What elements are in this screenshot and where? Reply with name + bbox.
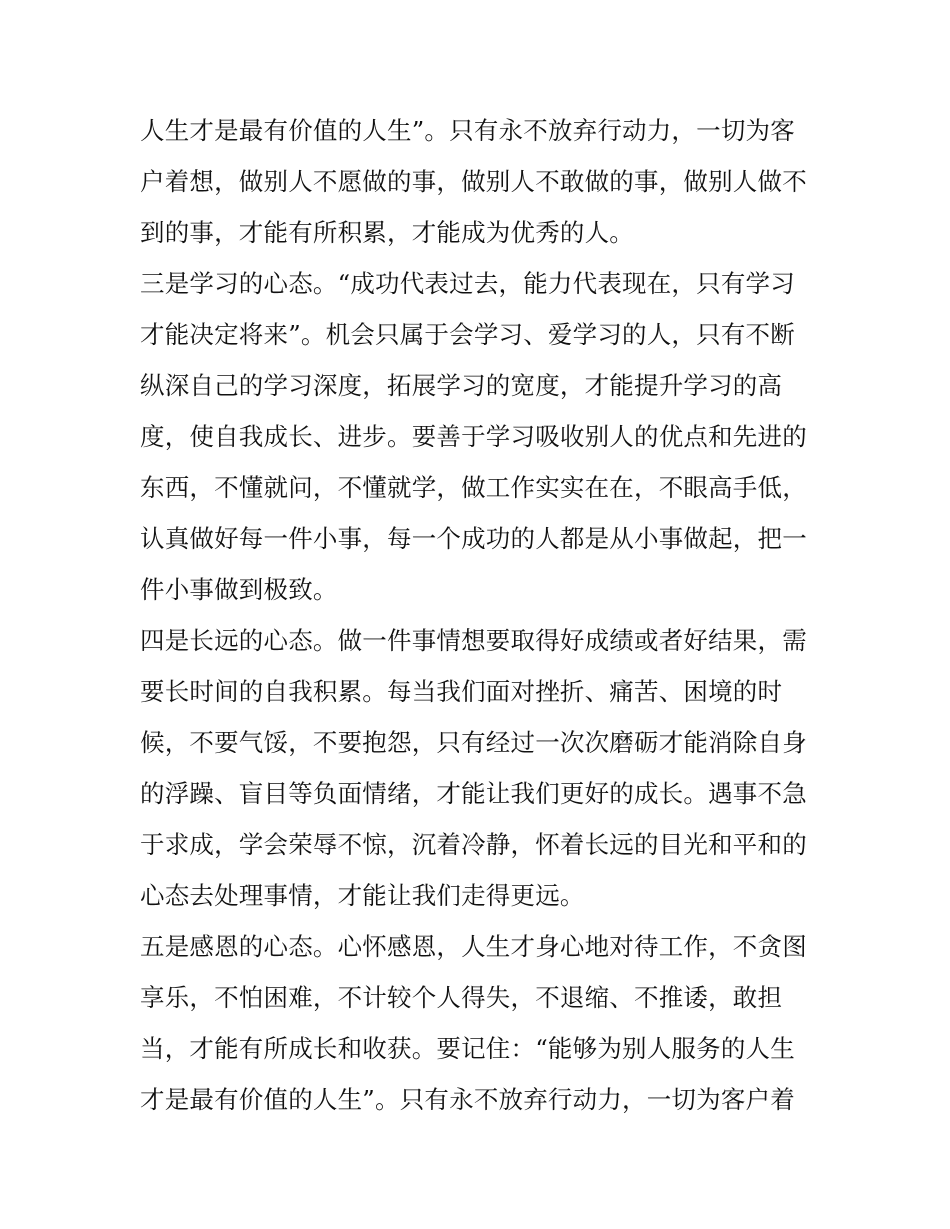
text-line: 才是最有价值的人生”。只有永不放弃行动力，一切为客户着	[140, 1085, 795, 1114]
text-line: 到的事，才能有所积累，才能成为优秀的人。	[140, 218, 634, 247]
text-line: 件小事做到极致。	[140, 575, 338, 604]
text-line: 于求成，学会荣辱不惊，沉着冷静，怀着长远的目光和平和的	[140, 830, 807, 859]
text-line: 东西，不懂就问，不懂就学，做工作实实在在，不眼高手低，	[140, 473, 807, 502]
text-line: 纵深自己的学习深度，拓展学习的宽度，才能提升学习的高	[140, 371, 783, 400]
text-line: 才能决定将来”。机会只属于会学习、爱学习的人，只有不断	[140, 320, 795, 349]
text-line: 要长时间的自我积累。每当我们面对挫折、痛苦、困境的时	[140, 677, 783, 706]
text-line: 户着想，做别人不愿做的事，做别人不敢做的事，做别人做不	[140, 167, 807, 196]
text-line: 人生才是最有价值的人生”。只有永不放弃行动力，一切为客	[140, 116, 795, 145]
text-line: 认真做好每一件小事，每一个成功的人都是从小事做起，把一	[140, 524, 807, 553]
text-line: 四是长远的心态。做一件事情想要取得好成绩或者好结果，需	[140, 626, 807, 655]
text-line: 享乐，不怕困难，不计较个人得失，不退缩、不推诿，敢担	[140, 983, 783, 1012]
text-line: 五是感恩的心态。心怀感恩，人生才身心地对待工作，不贪图	[140, 932, 807, 961]
body-text	[140, 105, 820, 1125]
text-line: 三是学习的心态。“成功代表过去，能力代表现在，只有学习	[140, 269, 795, 298]
text-line: 候，不要气馁，不要抱怨，只有经过一次次磨砺才能消除自身	[140, 728, 807, 757]
text-line: 度，使自我成长、进步。要善于学习吸收别人的优点和先进的	[140, 422, 807, 451]
text-line: 的浮躁、盲目等负面情绪，才能让我们更好的成长。遇事不急	[140, 779, 807, 808]
text-line: 心态去处理事情，才能让我们走得更远。	[140, 881, 585, 910]
text-line: 当，才能有所成长和收获。要记住：“能够为别人服务的人生	[140, 1034, 795, 1063]
